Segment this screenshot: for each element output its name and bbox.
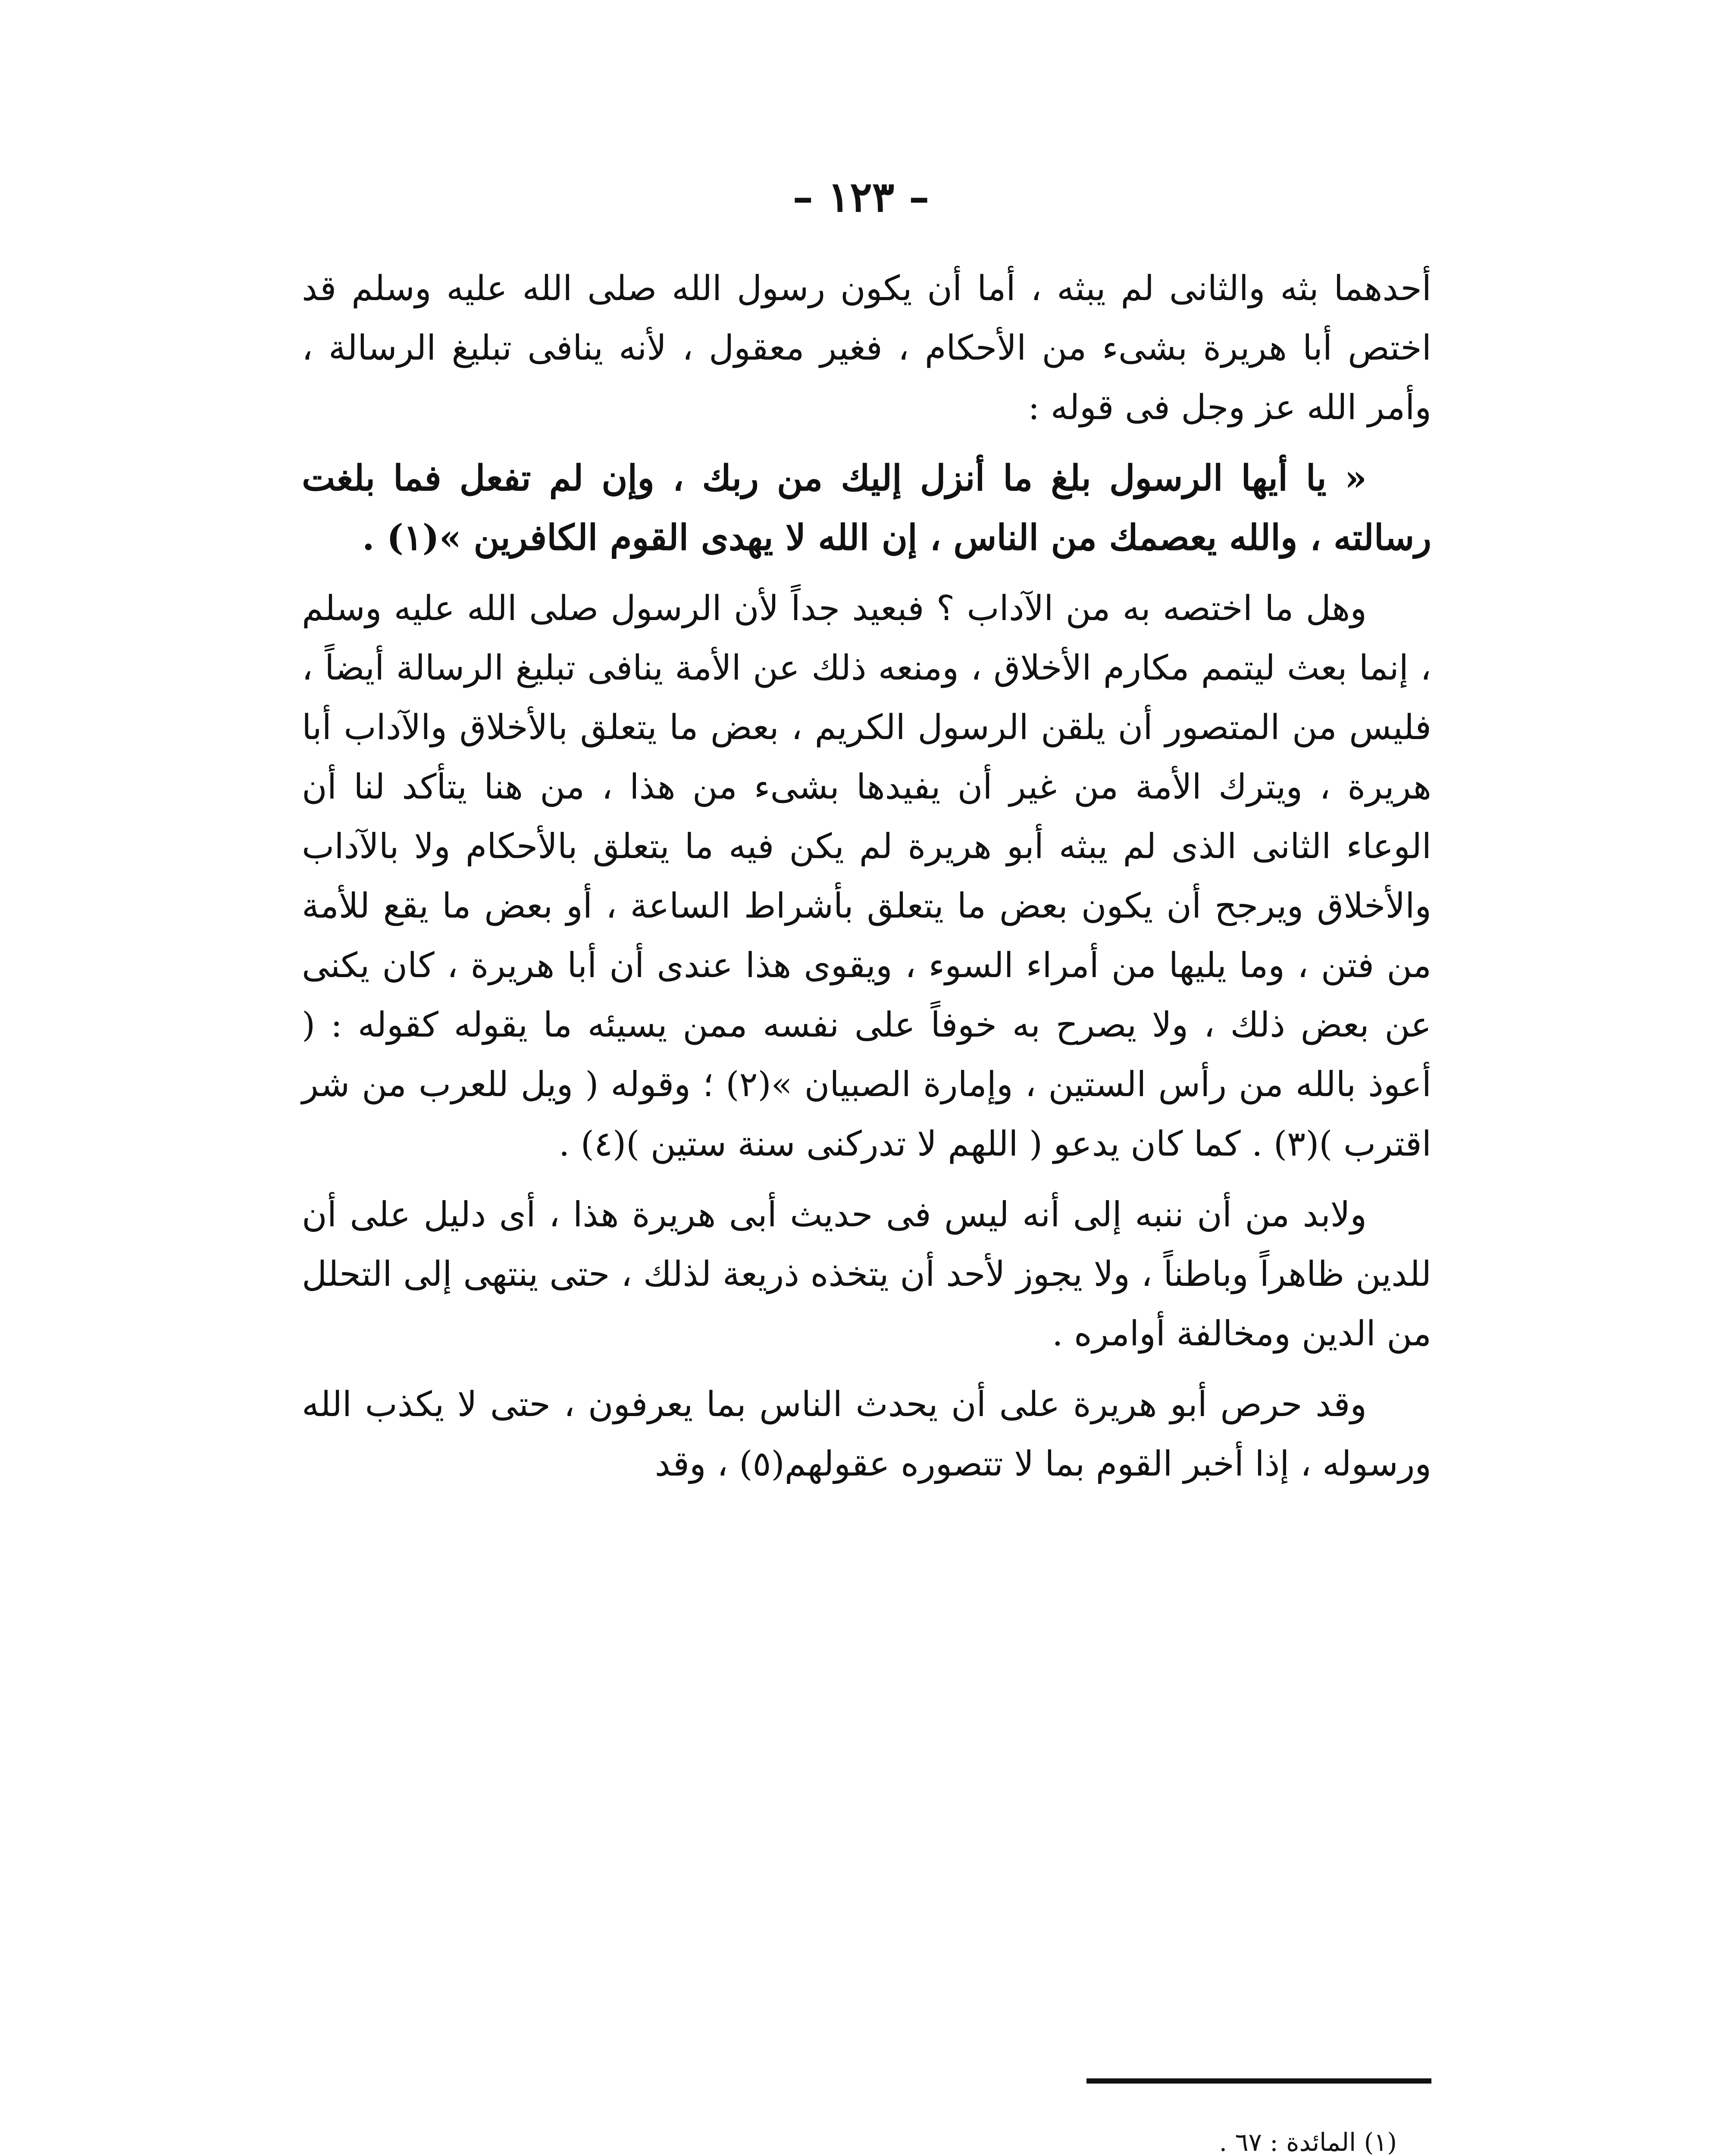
paragraph-4: وقد حرص أبو هريرة على أن يحدث الناس بما يعرفون ، حتى لا يكذب الله ورسوله ، إذا أخبر القوم بما لا تتصوره عقولهم(٥) ، وقد [302, 1384, 1431, 1484]
footnote-1: (١) المائدة : ٦٧ . [1219, 2128, 1397, 2156]
body-text [302, 259, 1431, 1505]
footnotes [302, 2122, 1431, 2156]
paragraph-2: وهل ما اختصه به من الآداب ؟ فبعيد جداً لأن الرسول صلى الله عليه وسلم ، إنما بعث ليتمم مكارم الأخلاق ، ومنعه ذلك عن الأمة ينافى تبليغ الرسالة أيضاً ، فليس من المتصور أن يلقن الرسول الكريم ، بعض ما يتعلق بالأخلاق والآداب أبا هريرة ، ويترك الأمة من غير أن يفيدها بشىء من هذا ، من هنا يتأكد لنا أن الوعاء الثانى الذى لم يبثه أبو هريرة لم يكن فيه ما يتعلق بالأحكام ولا بالآداب والأخلاق ويرجح أن يكون بعض ما يتعلق بأشراط الساعة ، أو بعض ما يقع للأمة من فتن ، وما يليها من أمراء السوء ، ويقوى هذا عندى أن أبا هريرة ، كان يكنى عن بعض ذلك ، ولا يصرح به خوفاً على نفسه ممن يسيئه ما يقوله كقوله : ( أعوذ بالله من رأس الستين ، وإمارة الصبيان »(٢) ؛ وقوله ( ويل للعرب من شر اقترب )(٣) . كما كان يدعو ( اللهم لا تدركنى سنة ستين )(٤) . [302, 588, 1431, 1164]
quran-quote: « يا أيها الرسول بلغ ما أنزل إليك من ربك ، وإن لم تفعل فما بلغت رسالته ، والله يعصمك من الناس ، إن الله لا يهدى القوم الكافرين »(١) . [302, 458, 1431, 558]
footnote-divider [1086, 2078, 1431, 2084]
page-number: – ١٢٣ – [792, 172, 930, 221]
paragraph-1: أحدهما بثه والثانى لم يبثه ، أما أن يكون رسول الله صلى الله عليه وسلم قد اختص أبا هريرة بشىء من الأحكام ، فغير معقول ، لأنه ينافى تبليغ الرسالة ، وأمر الله عز وجل فى قوله : [302, 268, 1431, 427]
paragraph-3: ولابد من أن ننبه إلى أنه ليس فى حديث أبى هريرة هذا ، أى دليل على أن للدين ظاهراً وباطناً ، ولا يجوز لأحد أن يتخذه ذريعة لذلك ، حتى ينتهى إلى التحلل من الدين ومخالفة أوامره . [302, 1194, 1431, 1354]
